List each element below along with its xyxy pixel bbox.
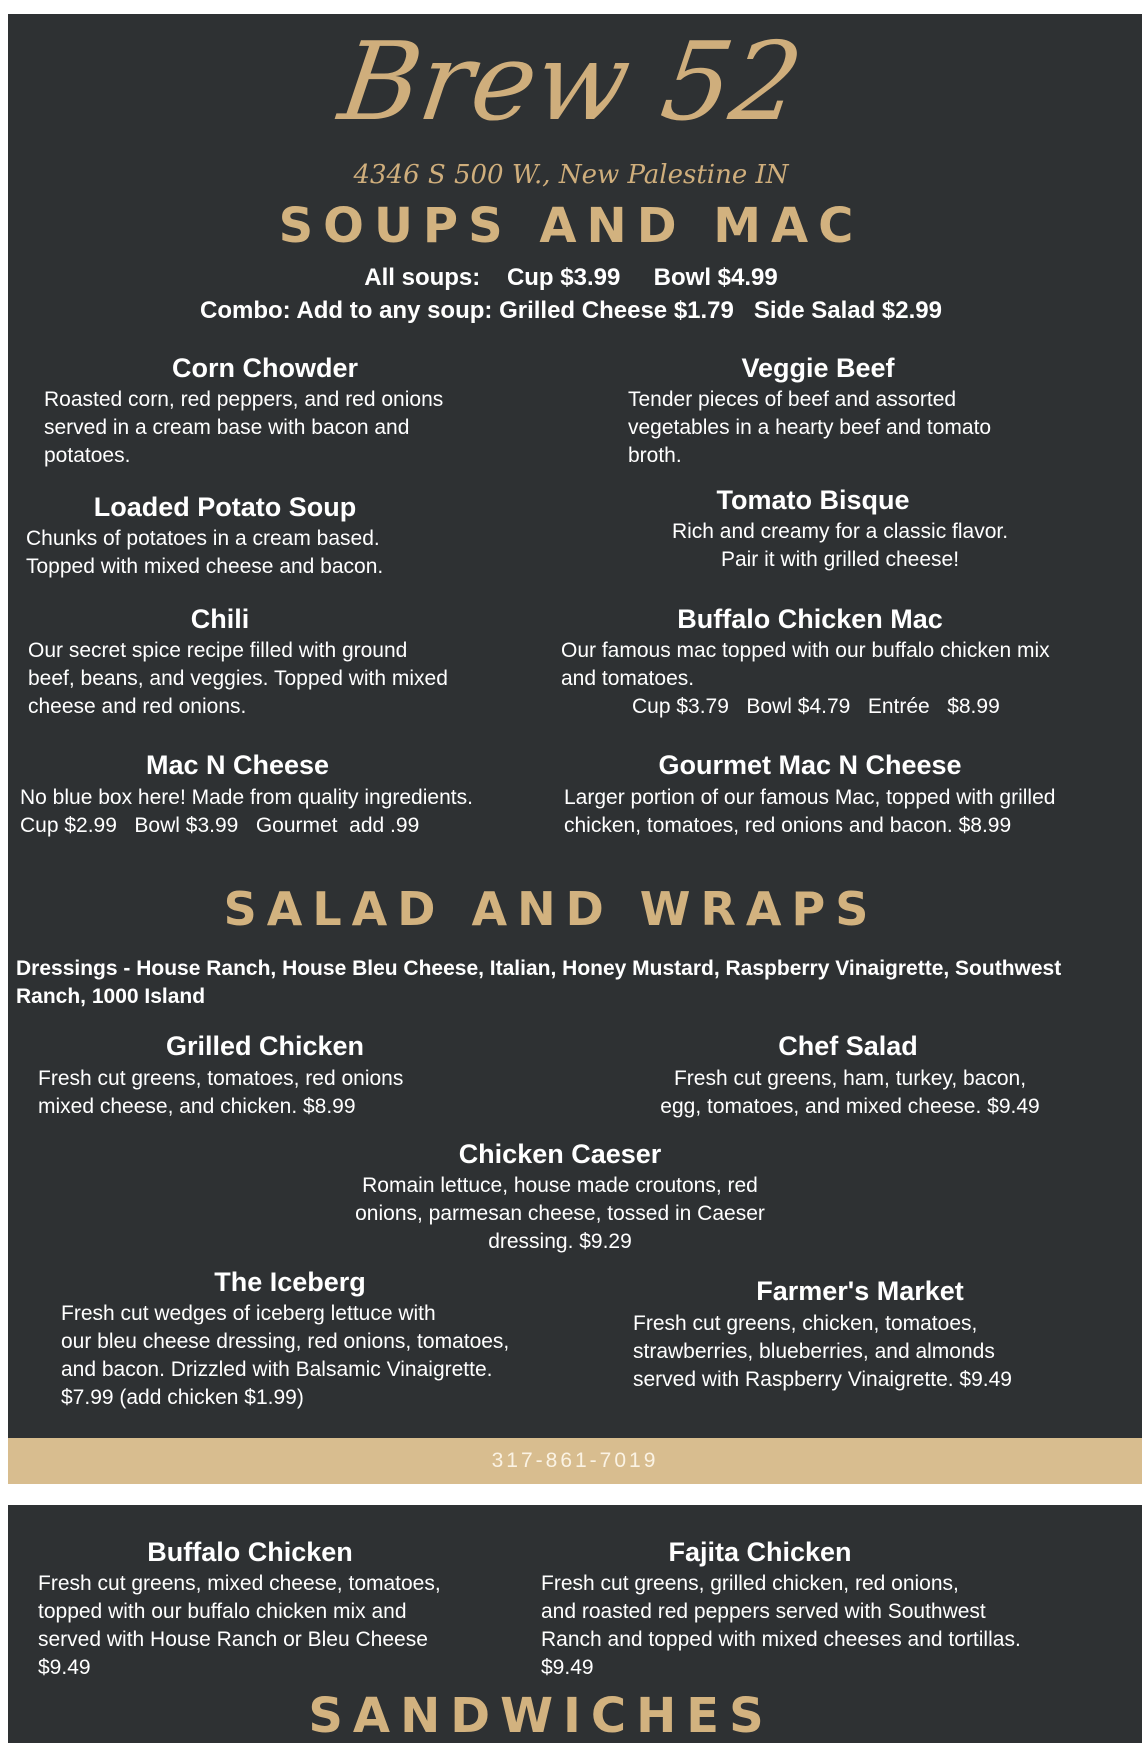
item-title: Fajita Chicken <box>668 1537 852 1567</box>
item-description: Fresh cut greens, tomatoes, red onions mixed cheese, and chicken. $8.99 <box>38 1067 404 1118</box>
item-title: Tomato Bisque <box>716 485 910 515</box>
soup-pricing: All soups: Cup $3.99 Bowl $4.99 <box>364 264 778 291</box>
item-description: Fresh cut wedges of iceberg lettuce with our bleu cheese dressing, red onions, tomatoes, and bacon. Drizzled with Balsamic Vinaigrette. $7.99 (add chicken $1.99) <box>61 1302 510 1409</box>
item-title: Mac N Cheese <box>145 750 330 780</box>
brand-name: Brew 52 <box>332 20 810 145</box>
item-description: Larger portion of our famous Mac, topped with grilled chicken, tomatoes, red onions and bacon. $8.99 <box>564 786 1056 837</box>
section-heading-soups: SOUPS AND MAC <box>278 198 864 254</box>
item-description: Fresh cut greens, ham, turkey, bacon, egg, tomatoes, and mixed cheese. $9.49 <box>660 1067 1040 1118</box>
item-title: Buffalo Chicken Mac <box>677 604 943 634</box>
item-prices: Cup $3.79 Bowl $4.79 Entrée $8.99 <box>632 695 1000 718</box>
item-title: Chef Salad <box>778 1031 918 1061</box>
item-title: Grilled Chicken <box>165 1031 365 1061</box>
item-description: Chunks of potatoes in a cream based. Topped with mixed cheese and bacon. <box>26 527 384 578</box>
item-description: Rich and creamy for a classic flavor. Pair it with grilled cheese! <box>671 520 1009 571</box>
item-title: Chili <box>190 604 250 634</box>
item-description: Romain lettuce, house made croutons, red onions, parmesan cheese, tossed in Caeser dressing. $9.29 <box>355 1174 765 1253</box>
item-title: Chicken Caeser <box>458 1139 662 1169</box>
item-description: Roasted corn, red peppers, and red onions served in a cream base with bacon and potatoes. <box>44 388 444 467</box>
section-heading-salads: SALAD AND WRAPS <box>223 882 879 936</box>
item-description: Tender pieces of beef and assorted vegetables in a hearty beef and tomato broth. <box>628 388 992 467</box>
phone-bar <box>8 1438 1142 1484</box>
soup-combo: Combo: Add to any soup: Grilled Cheese $1.79 Side Salad $2.99 <box>200 297 942 324</box>
item-description: Fresh cut greens, mixed cheese, tomatoes, topped with our buffalo chicken mix and served with House Ranch or Bleu Cheese $9.49 <box>38 1572 441 1679</box>
item-title: Farmer's Market <box>756 1276 964 1306</box>
item-description: No blue box here! Made from quality ingredients. Cup $2.99 Bowl $3.99 Gourmet add .99 <box>20 786 473 837</box>
item-title: Loaded Potato Soup <box>93 492 357 522</box>
item-title: Gourmet Mac N Cheese <box>658 750 962 780</box>
item-title: The Iceberg <box>214 1267 366 1297</box>
item-description: Fresh cut greens, chicken, tomatoes, strawberries, blueberries, and almonds served with Raspberry Vinaigrette. $9.49 <box>633 1312 1012 1391</box>
item-title: Veggie Beef <box>741 353 895 383</box>
item-description: Our secret spice recipe filled with ground beef, beans, and veggies. Topped with mixed cheese and red onions. <box>28 639 448 718</box>
item-title: Buffalo Chicken <box>147 1537 353 1567</box>
item-description: Fresh cut greens, grilled chicken, red onions, and roasted red peppers served with Southwest Ranch and topped with mixed cheeses and tortillas. $9.49 <box>541 1572 1021 1679</box>
item-title: Corn Chowder <box>172 353 358 383</box>
phone-number: 317-861-7019 <box>491 1449 659 1472</box>
brand-address: 4346 S 500 W., New Palestine IN <box>353 160 789 190</box>
dressings-list: Dressings - House Ranch, House Bleu Cheese, Italian, Honey Mustard, Raspberry Vinaigrette, Southwest Ranch, 1000 Island <box>16 957 1062 1008</box>
section-heading-sandwiches: SANDWICHES <box>308 1688 774 1744</box>
item-description: Our famous mac topped with our buffalo chicken mix and tomatoes. <box>561 639 1050 690</box>
